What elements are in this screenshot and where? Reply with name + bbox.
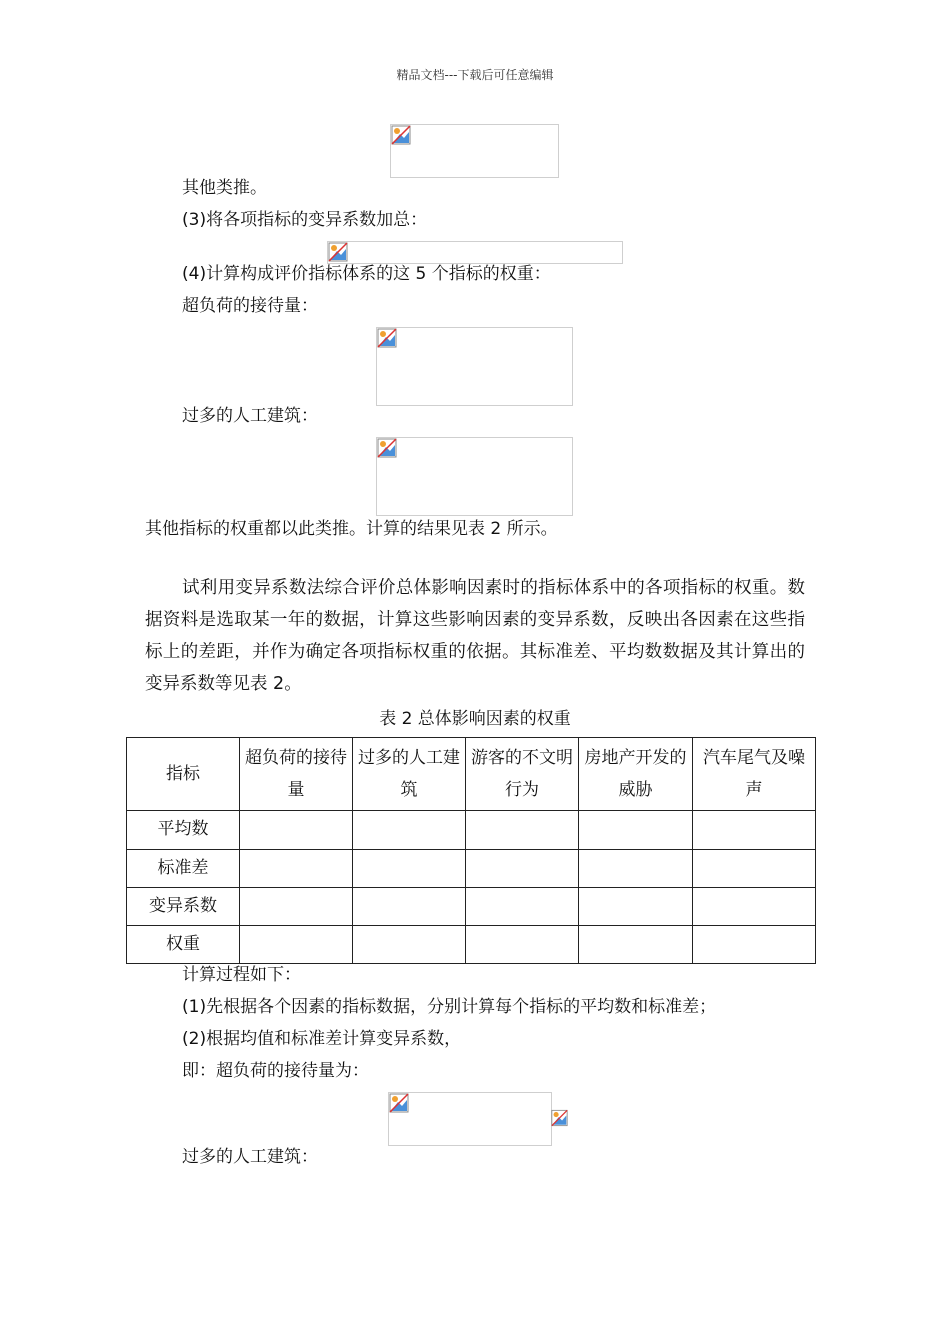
- text-line: 即：超负荷的接待量为：: [182, 1061, 369, 1081]
- text-line: 计算过程如下：: [182, 965, 301, 985]
- table-cell: [466, 811, 579, 850]
- paragraph-text: 试利用变异系数法综合评价总体影响因素时的指标体系中的各项指标的权重。数据资料是选取某一年的数据，计算这些影响因素的变异系数，反映出各因素在这些指标上的差距，并作为确定各项指标权重的依据。其标准差、平均数数据及其计算出的变异系数等见表 2。: [145, 578, 805, 694]
- broken-image-icon: [389, 1093, 409, 1113]
- formula-image-2: [327, 241, 623, 264]
- table-cell: [240, 850, 353, 888]
- table-row: [127, 850, 816, 888]
- table-header-row: [127, 738, 816, 811]
- text-line: (4)计算构成评价指标体系的这 5 个指标的权重：: [182, 264, 551, 284]
- table-header-cell: 游客的不文明行为: [466, 738, 579, 811]
- table-cell: [353, 926, 466, 964]
- table-header-cell: 指标: [127, 738, 240, 811]
- table-row: [127, 888, 816, 926]
- table-cell: [466, 926, 579, 964]
- broken-image-icon: [328, 242, 348, 262]
- text-line: 其他指标的权重都以此类推。计算的结果见表 2 所示。: [145, 519, 558, 539]
- table-cell: [579, 850, 693, 888]
- table-cell: [579, 926, 693, 964]
- formula-image-1: [390, 124, 559, 178]
- page-header: 精品文档---下载后可任意编辑: [396, 68, 554, 82]
- table-cell: [579, 811, 693, 850]
- table-header-cell: 过多的人工建筑: [353, 738, 466, 811]
- table-cell: [240, 811, 353, 850]
- table-cell: [466, 850, 579, 888]
- table-cell: [240, 888, 353, 926]
- row-label: 权重: [127, 926, 240, 964]
- table-cell: [693, 888, 816, 926]
- text-line: 超负荷的接待量：: [182, 296, 318, 316]
- text-line: 其他类推。: [182, 178, 267, 198]
- broken-image-icon: [377, 328, 397, 348]
- row-label: 变异系数: [127, 888, 240, 926]
- broken-image-icon: [551, 1108, 568, 1128]
- table-row: [127, 926, 816, 964]
- table-cell: [353, 811, 466, 850]
- table-cell: [579, 888, 693, 926]
- table-cell: [693, 926, 816, 964]
- table-cell: [353, 888, 466, 926]
- text-line: 过多的人工建筑：: [182, 1147, 318, 1167]
- text-line: (3)将各项指标的变异系数加总：: [182, 210, 428, 230]
- text-line: (2)根据均值和标准差计算变异系数，: [182, 1029, 462, 1049]
- table-caption: 表 2 总体影响因素的权重: [379, 709, 571, 729]
- table-cell: [353, 850, 466, 888]
- table-header-cell: 超负荷的接待量: [240, 738, 353, 811]
- body-paragraph: [145, 572, 805, 700]
- weights-table: [126, 737, 816, 964]
- broken-image-icon: [391, 125, 411, 145]
- table-header-cell: 房地产开发的威胁: [579, 738, 693, 811]
- table-cell: [693, 850, 816, 888]
- table-cell: [240, 926, 353, 964]
- table-row: [127, 811, 816, 850]
- table-cell: [693, 811, 816, 850]
- formula-image-5: [388, 1092, 552, 1146]
- text-line: 过多的人工建筑：: [182, 406, 318, 426]
- text-line: (1)先根据各个因素的指标数据，分别计算每个指标的平均数和标准差；: [182, 997, 717, 1017]
- row-label: 标准差: [127, 850, 240, 888]
- row-label: 平均数: [127, 811, 240, 850]
- table-header-cell: 汽车尾气及噪声: [693, 738, 816, 811]
- formula-image-6: [551, 1108, 568, 1128]
- table-cell: [466, 888, 579, 926]
- broken-image-icon: [377, 438, 397, 458]
- formula-image-3: [376, 327, 573, 406]
- formula-image-4: [376, 437, 573, 516]
